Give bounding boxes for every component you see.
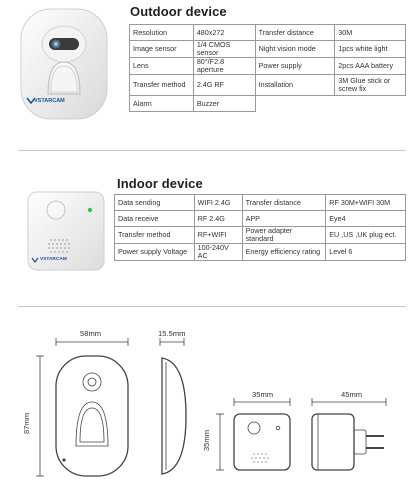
indoor-width-label: 35mm [252, 390, 274, 399]
spec-value: 3M Glue stick or screw fix [335, 75, 406, 96]
spec-value: Eye4 [326, 211, 406, 227]
brand-logo: VSTARCAM [34, 98, 65, 104]
spec-label: Lens [130, 58, 194, 75]
indoor-device-photo [26, 190, 106, 272]
spec-value [335, 96, 406, 112]
spec-label: Energy efficiency rating [242, 244, 326, 261]
spec-value: 80°/F2.8 aperture [193, 58, 255, 75]
outdoor-height-label: 87mm [22, 412, 32, 435]
spec-value: 2pcs AAA battery [335, 58, 406, 75]
table-row [115, 211, 406, 227]
brand-logo: VSTARCAM [40, 257, 67, 262]
outdoor-device-image [18, 6, 110, 122]
spec-value: EU ,US ,UK plug ect. [326, 227, 406, 244]
table-row [130, 25, 406, 41]
outdoor-width-label: 58mm [80, 329, 102, 338]
spec-label: Power adapter standard [242, 227, 326, 244]
section-divider [18, 306, 406, 307]
spec-value: 480x272 [193, 25, 255, 41]
spec-label: Resolution [130, 25, 194, 41]
spec-label: Power supply [255, 58, 335, 75]
table-row [130, 58, 406, 75]
outdoor-title: Outdoor device [130, 4, 227, 19]
indoor-height-label: 35mm [202, 429, 212, 452]
outdoor-depth-label: 15.5mm [158, 329, 186, 338]
spec-label: Installation [255, 75, 335, 96]
spec-value: 100-240V AC [194, 244, 242, 261]
spec-label: Image sensor [130, 41, 194, 58]
table-row [115, 227, 406, 244]
indoor-title: Indoor device [117, 176, 203, 191]
spec-value: 30M [335, 25, 406, 41]
spec-value: WIFI 2.4G [194, 195, 242, 211]
indoor-spec-table [114, 194, 406, 261]
spec-value: RF 30M+WIFI 30M [326, 195, 406, 211]
spec-label: APP [242, 211, 326, 227]
table-row [130, 96, 406, 112]
spec-label: Alarm [130, 96, 194, 112]
dimension-drawings [0, 318, 415, 500]
spec-value: Level 6 [326, 244, 406, 261]
spec-value: 1/4 CMOS sensor [193, 41, 255, 58]
spec-value: Buzzer [193, 96, 255, 112]
spec-value: RF 2.4G [194, 211, 242, 227]
spec-label: Power supply Voltage [115, 244, 195, 261]
spec-label: Transfer distance [242, 195, 326, 211]
indoor-depth-label: 45mm [341, 390, 363, 399]
table-row [130, 41, 406, 58]
spec-label: Data sending [115, 195, 195, 211]
spec-label: Transfer method [130, 75, 194, 96]
section-divider [18, 150, 406, 151]
table-row [115, 195, 406, 211]
spec-label: Transfer distance [255, 25, 335, 41]
table-row [130, 75, 406, 96]
spec-label: Transfer method [115, 227, 195, 244]
spec-value: 2.4G RF [193, 75, 255, 96]
spec-value: RF+WIFI [194, 227, 242, 244]
spec-label: Night vision mode [255, 41, 335, 58]
spec-label [255, 96, 335, 112]
outdoor-spec-table [129, 24, 406, 112]
table-row [115, 244, 406, 261]
spec-value: 1pcs white light [335, 41, 406, 58]
spec-label: Data receive [115, 211, 195, 227]
speaker-grille-icon [251, 453, 269, 463]
outdoor-device-photo [18, 6, 110, 122]
